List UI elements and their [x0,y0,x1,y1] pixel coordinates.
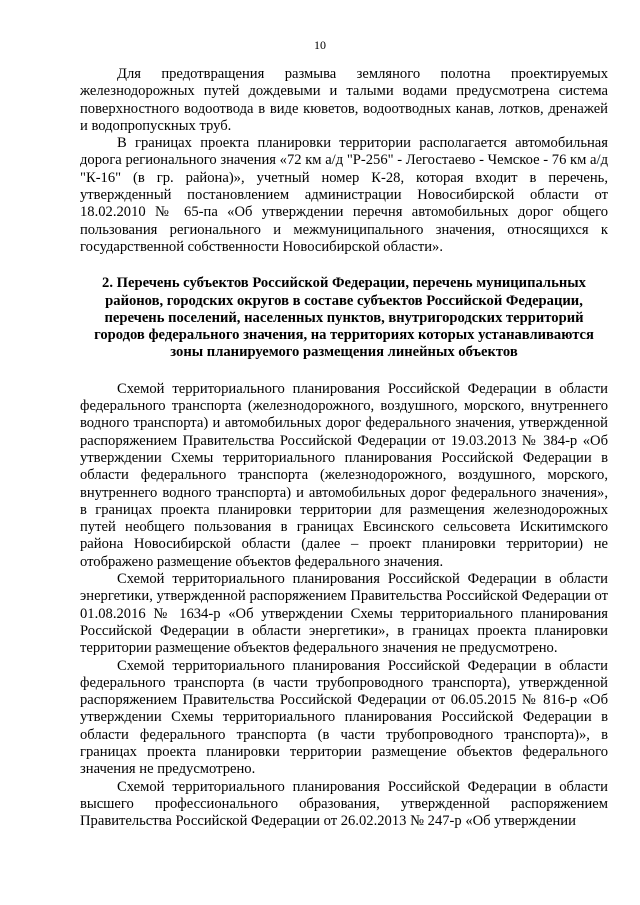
paragraph-regional-road: В границах проекта планировки территории располагается автомобильная дорога регионального значения «72 км а/д "Р-256" - Легостаево - Чемское - 76 км а/д "К-16" (в гр. района)», учетный номер К-28, которая входит в перечень, утвержденный постановлением администрации Новосибирской области от 18.02.2010 № 65-па «Об утверждении перечня автомобильных дорог общего пользования регионального и межмуниципального значения, относящихся к государственной собственности Новосибирской области». [80,135,608,255]
document-body [80,66,608,830]
paragraph-drainage: Для предотвращения размыва земляного полотна проектируемых железнодорожных путей дождевыми и талыми водами предусмотрена система поверхностного водоотвода в виде кюветов, водоотводных канав, лотков, дренажей и водопропускных труб. [80,66,608,134]
paragraph-federal-transport: Схемой территориального планирования Российской Федерации в области федерального транспорта (железнодорожного, воздушного, морского, внутреннего водного транспорта) и автомобильных дорог федерального значения, утвержденной распоряжением Правительства Российской Федерации от 19.03.2013 № 384-р «Об утверждении Схемы территориального планирования Российской Федерации в области федерального транспорта (железнодорожного, воздушного, морского, внутреннего водного транспорта) и автомобильных дорог федерального значения», в границах проекта планировки территории для размещения железнодорожных путей необщего пользования в границах Евсинского сельсовета Искитимского района Новосибирской области (далее – проект планировки территории) не отображено размещение объектов федерального значения. [80,380,608,570]
paragraph-energy: Схемой территориального планирования Российской Федерации в области энергетики, утвержденной распоряжением Правительства Российской Федерации от 01.08.2016 № 1634-р «Об утверждении Схемы территориального планирования Российской Федерации в области энергетики», в границах проекта планировки территории размещение объектов федерального значения не предусмотрено. [80,571,608,657]
paragraph-higher-education: Схемой территориального планирования Российской Федерации в области высшего профессионального образования, утвержденной распоряжением Правительства Российской Федерации от 26.02.2013 № 247-р «Об утверждении [80,778,608,830]
section-heading: 2. Перечень субъектов Российской Федерации, перечень муниципальных районов, городских округов в составе субъектов Российской Федерации, перечень поселений, населенных пунктов, внутригородских территорий городов федерального значения, на территориях которых устанавливаются зоны планируемого размещения линейных объектов [94,275,594,361]
page-number: 10 [314,38,326,52]
paragraph-pipeline-transport: Схемой территориального планирования Российской Федерации в области федерального транспорта (в части трубопроводного транспорта), утвержденной распоряжением Правительства Российской Федерации от 06.05.2015 № 816-р «Об утверждении Схемы территориального планирования Российской Федерации в области федерального транспорта (в части трубопроводного транспорта)», в границах проекта планировки территории размещение объектов федерального значения не предусмотрено. [80,657,608,778]
